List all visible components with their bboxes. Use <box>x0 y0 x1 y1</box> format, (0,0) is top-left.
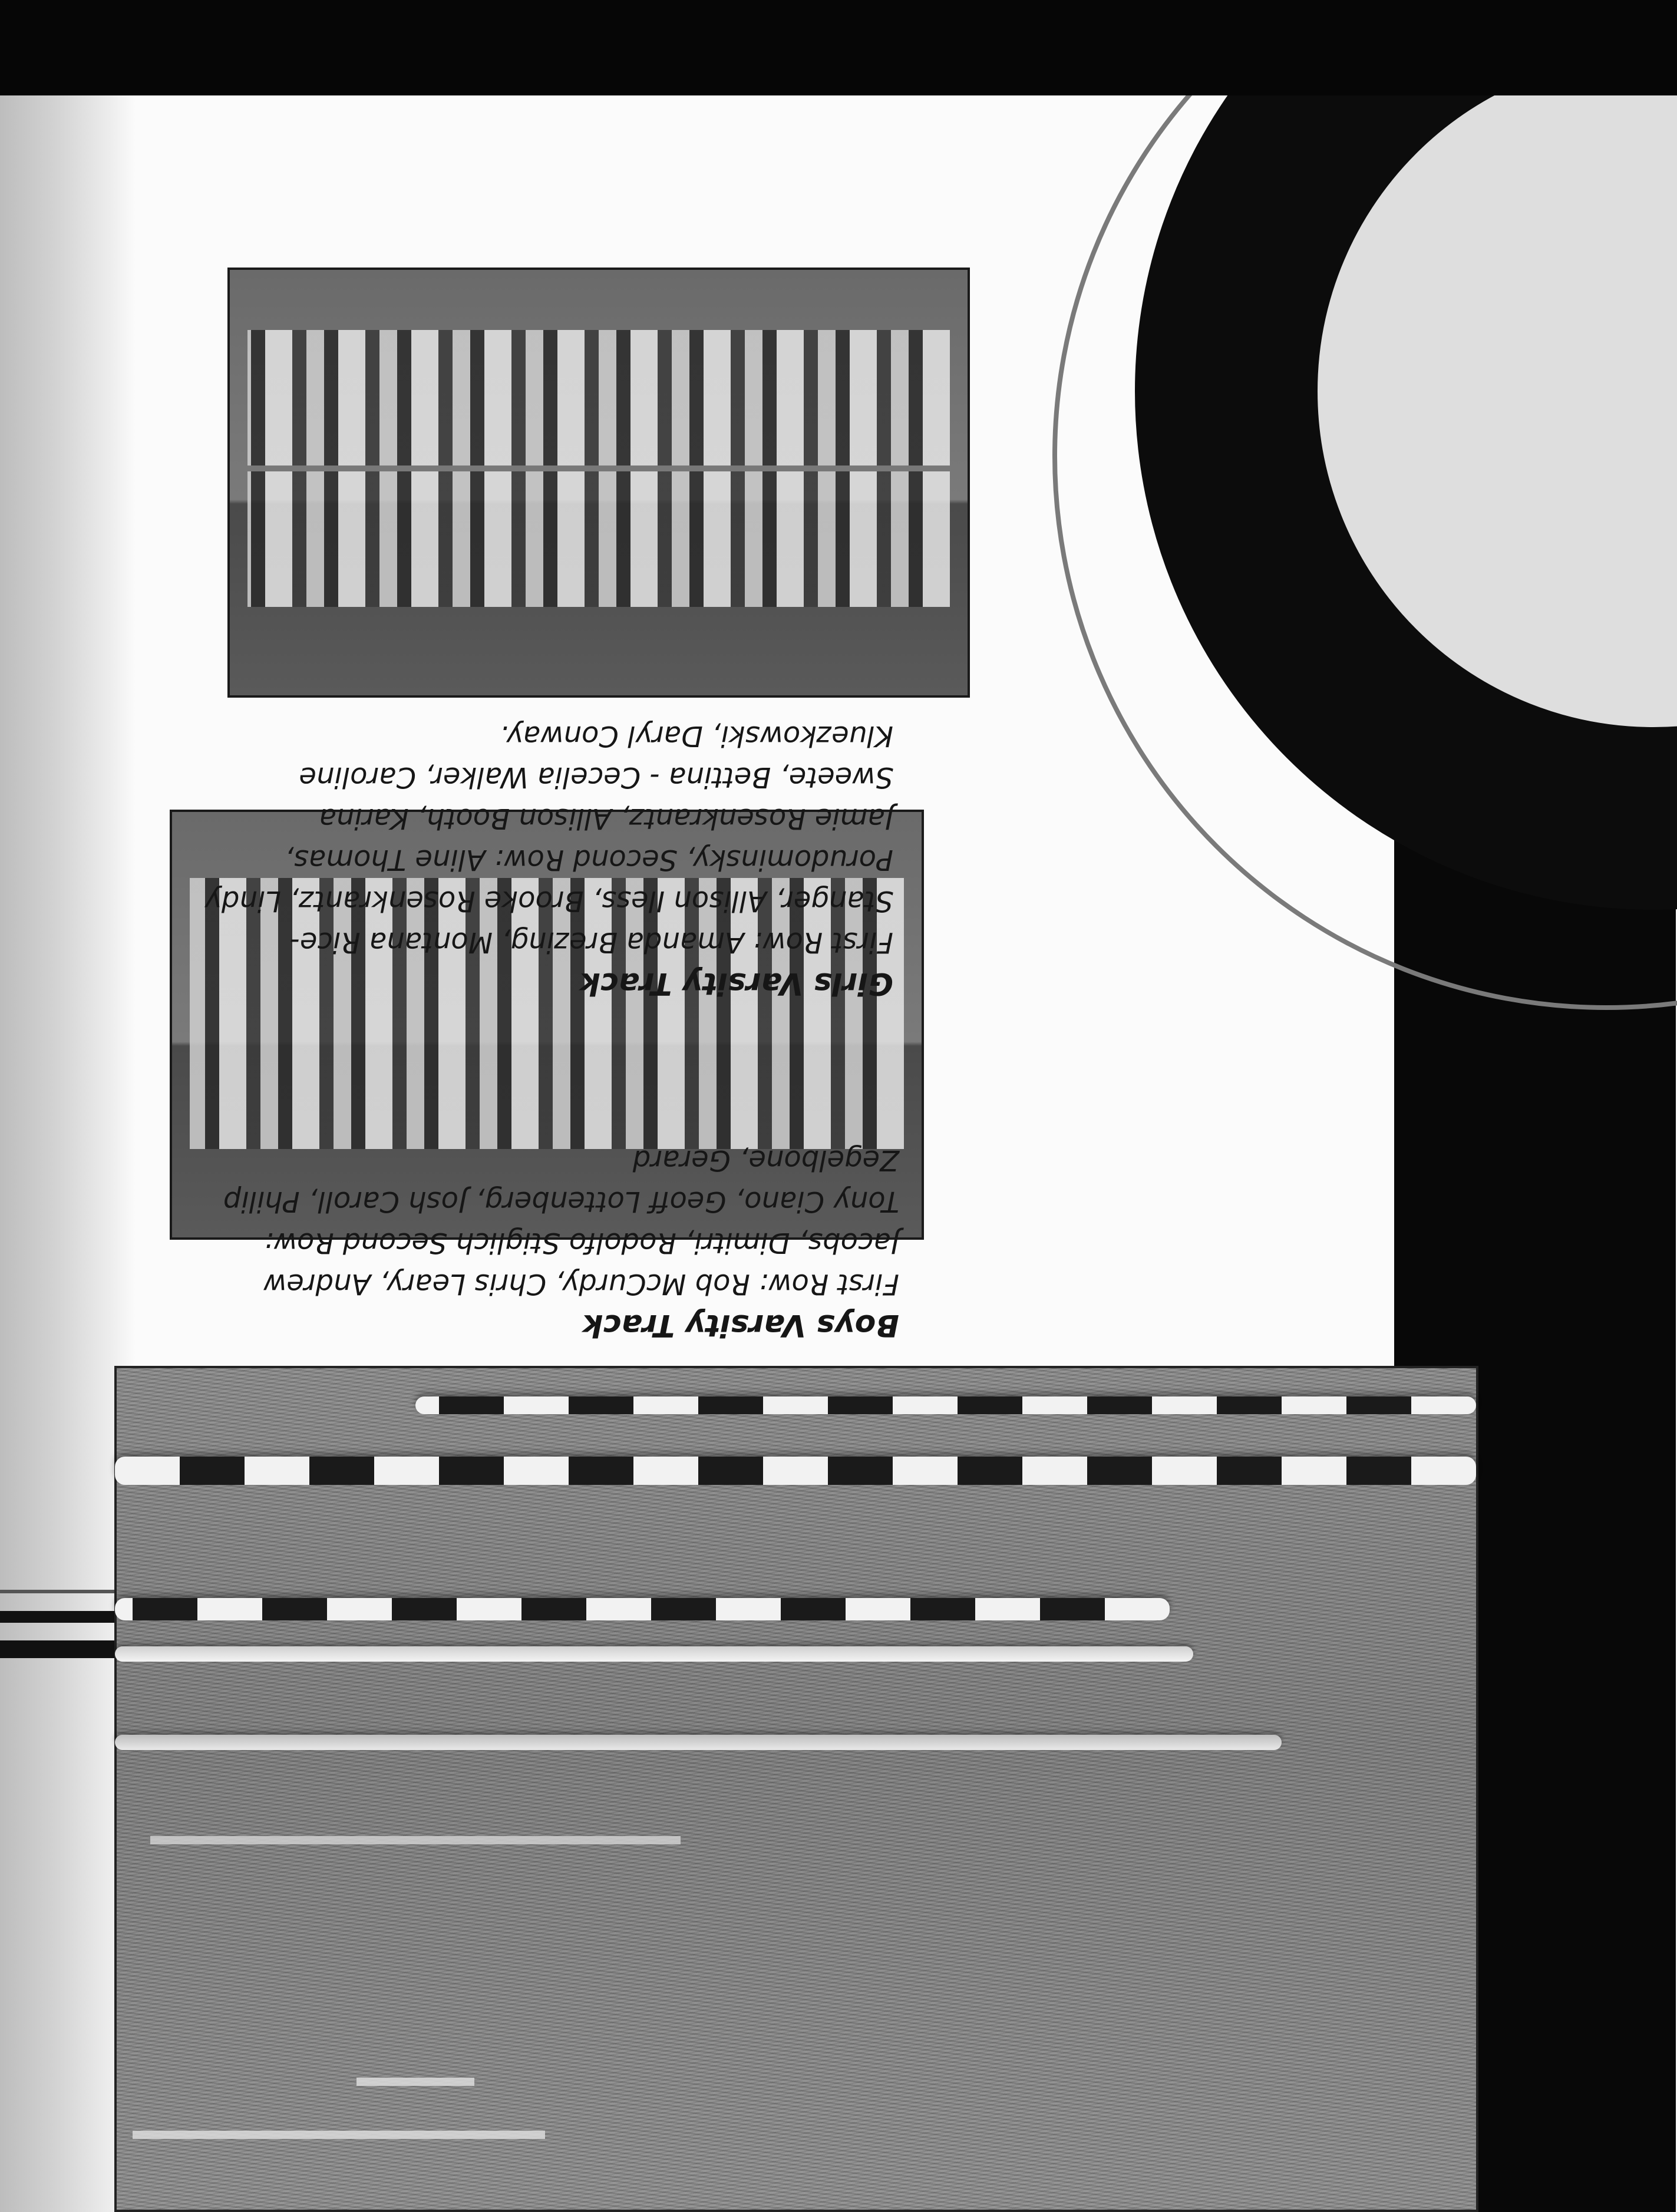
lane-line <box>356 2078 474 2086</box>
decorative-stripe <box>0 1611 118 1623</box>
boys-caption-body: First Row: Rob McCurdy, Chris Leary, Andrew Jacobs, Dimitri, Rodolfo Stiglich Second Row: Tony Ciano, Geoff Lottenberg, Josh Caroll, Philip Zegelbone, Gerard <box>223 1144 899 1300</box>
girls-varsity-track-team-photo <box>227 268 970 698</box>
hurdle-bar <box>115 1457 1476 1485</box>
hurdle-pole <box>115 1646 1193 1662</box>
track-hurdles-photo <box>114 1366 1478 2212</box>
girls-caption-body: First Row: Amanda Brezing, Montana Rice-Stanger, Allison Iless, Brooke Rosenkrantz, Lindy Porudominsky, Second Row: Aline Thomas, Jamie Rosenkrantz, Allison Booth, Karina Sweete, Bettina - Cecelia Walker, Caroline Kluezkowski, Daryl Conway. <box>204 719 893 959</box>
hurdle-bar <box>115 1598 1170 1620</box>
decorative-stripe <box>0 1640 118 1658</box>
hurdle-pole <box>115 1735 1282 1750</box>
lane-line <box>133 2131 545 2139</box>
team-row <box>190 1013 904 1149</box>
girls-caption-heading: Girls Varsity Track <box>580 966 893 1001</box>
boys-caption <box>204 1140 899 1346</box>
decorative-black-bar <box>0 0 1677 95</box>
team-row <box>247 471 950 607</box>
decorative-stripe <box>0 1590 118 1593</box>
girls-caption <box>198 715 893 1004</box>
team-row <box>247 330 950 465</box>
boys-caption-heading: Boys Varsity Track <box>583 1308 899 1343</box>
hurdle-bar <box>415 1396 1476 1414</box>
lane-line <box>150 1836 681 1844</box>
